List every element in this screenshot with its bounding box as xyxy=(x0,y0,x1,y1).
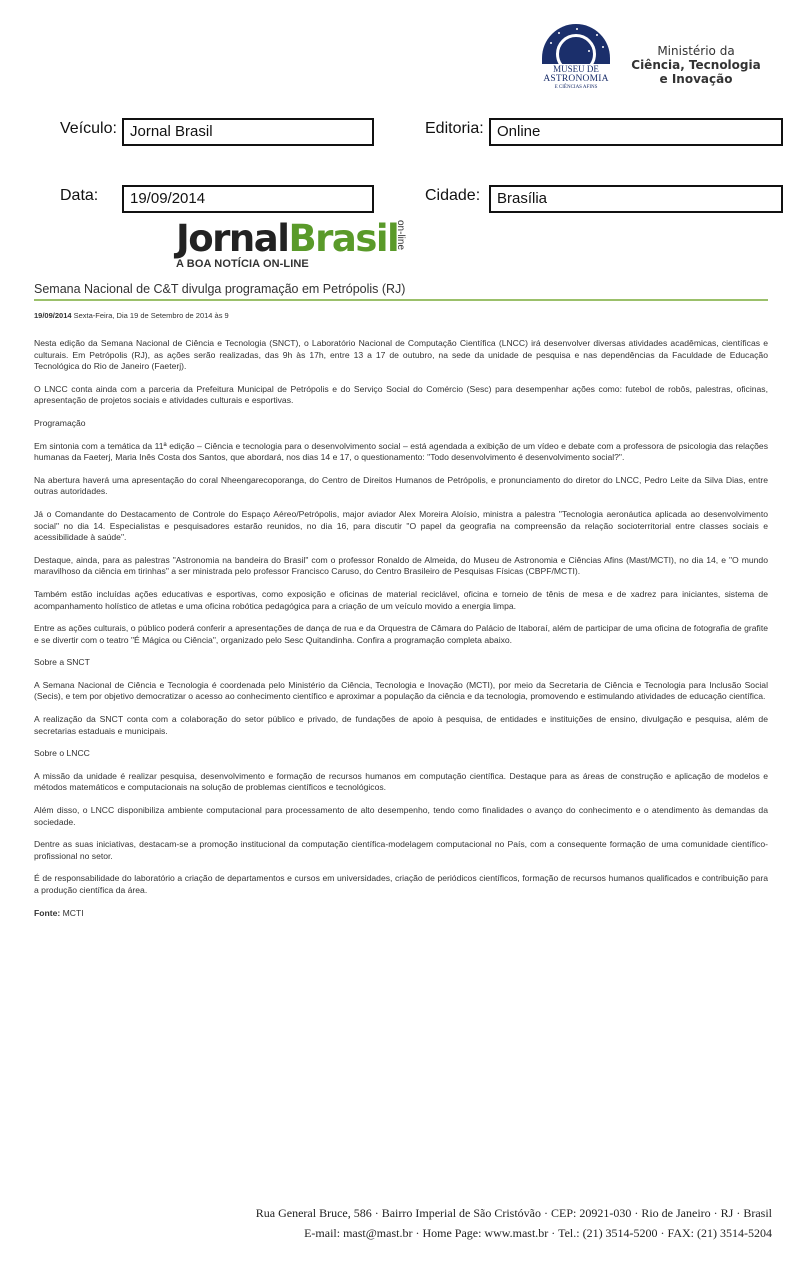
article-paragraph: Além disso, o LNCC disponibiliza ambiente computacional para processamento de alto desempenho, tendo como finalidades o avanço do conhecimento e o atendimento às demandas da sociedade. xyxy=(34,805,768,827)
article-date-detail: Sexta-Feira, Dia 19 de Setembro de 2014 às 9 xyxy=(71,311,229,320)
article-paragraph: É de responsabilidade do laboratório a criação de departamentos e cursos em universidades, criação de periódicos científicos, formação de recursos humanos qualificados e contribuição para a produção científica da área. xyxy=(34,873,768,895)
article-source xyxy=(34,908,768,920)
article-paragraph: Entre as ações culturais, o público poderá conferir a apresentações de dança de rua e da Orquestra de Câmara do Palácio de Itaboraí, além de participar de uma oficina de fotografia de grafite e se divertir com o teatro "É Mágica ou Ciência", organizado pelo Sesc Quitandinha. Confira a programação completa abaixo. xyxy=(34,623,768,645)
article-title: Semana Nacional de C&T divulga programação em Petrópolis (RJ) xyxy=(34,282,406,296)
observatory-dome-icon xyxy=(542,24,610,64)
cidade-label: Cidade: xyxy=(425,187,481,204)
article-date-line xyxy=(34,311,229,320)
article-body xyxy=(34,338,768,919)
article-paragraph: A missão da unidade é realizar pesquisa, desenvolvimento e formação de recursos humanos em computação científica. Destaque para as áreas de construção e aplicação de modelos e métodos matemáticos e computacionais na solução de problemas científicos e tecnológicos. xyxy=(34,770,768,793)
ministry-line2: Ciência, Tecnologia xyxy=(631,58,761,72)
museum-astronomia-logo xyxy=(540,22,612,94)
article-paragraph: A realização da SNCT conta com a colaboração do setor público e privado, de fundações de apoio à pesquisa, de entidades e instituições de ensino, divulgação e pesquisa, além de secretarias estaduais e municipais. xyxy=(34,714,768,736)
logo-name-part2: Brasil xyxy=(288,217,399,260)
article-paragraph: O LNCC conta ainda com a parceria da Prefeitura Municipal de Petrópolis e do Serviço Social do Comércio (Sesc) para desempenhar ações como: futebol de robôs, palestras, oficinas, apresentação de projetos sociais e atividades culturais e esportivas. xyxy=(34,383,768,406)
veiculo-field[interactable]: Jornal Brasil xyxy=(122,118,374,146)
logo-side-text: on-line xyxy=(395,220,406,251)
article-paragraph: A Semana Nacional de Ciência e Tecnologia é coordenada pelo Ministério da Ciência, Tecnologia e Inovação (MCTI), por meio da Secretaria de Ciência e Tecnologia para Inclusão Social (Secis), e tem por objetivo democratizar o acesso ao conhecimento científico e aproximar a população da ciência e da tecnologia, promovendo e estimulando atividades de educação científica. xyxy=(34,679,768,702)
jornal-brasil-logo xyxy=(176,218,436,276)
editoria-label: Editoria: xyxy=(425,120,484,137)
museum-logo-line3: E CIÊNCIAS AFINS xyxy=(554,85,598,90)
logo-tagline: A BOA NOTÍCIA ON-LINE xyxy=(176,258,309,270)
article-paragraph: Também estão incluídas ações educativas e esportivas, como exposição e oficinas de material reciclável, oficina e torneio de tênis de mesa e de xadrez para iniciantes, sistema de acompanhamento holístico de atletas e uma oficina robótica pedagógica para a criação de um veículo movido a energia limpa. xyxy=(34,588,768,611)
cidade-field[interactable]: Brasília xyxy=(489,185,783,213)
logo-name-part1: Jornal xyxy=(176,217,289,260)
museum-logo-line1: MUSEU DE xyxy=(553,64,599,74)
footer-address: Rua General Bruce, 586 · Bairro Imperial de São Cristóvão · CEP: 20921-030 · Rio de Janeiro · RJ · Brasil xyxy=(255,1206,772,1220)
section-heading-sobre-lncc: Sobre o LNCC xyxy=(34,748,90,759)
ministry-line1: Ministério da xyxy=(657,44,735,58)
article-paragraph: Em sintonia com a temática da 11ª edição – Ciência e tecnologia para o desenvolvimento social – está agendada a exibição de um vídeo e debate com a professora de psicologia das relações humanas da Faeterj, Maria Inês Costa dos Santos, que abordará, nos dias 14 e 17, o questionamento: "Todo desenvolvimento é desenvolvimento social?". xyxy=(34,440,768,463)
data-field[interactable]: 19/09/2014 xyxy=(122,185,374,213)
ministry-line3: e Inovação xyxy=(659,72,733,86)
article-paragraph: Já o Comandante do Destacamento de Controle do Espaço Aéreo/Petrópolis, major aviador Alex Moreira Aloísio, ministra a palestra "Tecnologia aeronáutica aplicada ao desenvolvimento social" no dia 14. Especialistas e pesquisadores estarão reunidos, no dia 16, para discutir "O papel da geografia na compreensão da relação socioterritorial entre classes sociais e acessibilidade à saúde". xyxy=(34,508,768,543)
ministry-logo xyxy=(626,44,766,86)
source-value: MCTI xyxy=(60,907,84,918)
section-heading-sobre-snct: Sobre a SNCT xyxy=(34,657,90,668)
article-paragraph: Na abertura haverá uma apresentação do coral Nheengarecoporanga, do Centro de Direitos Humanos de Petrópolis, e pronunciamento do diretor do LNCC, Pedro Leite da Silva Dias, entre outras autoridades. xyxy=(34,474,768,497)
museum-logo-line2: ASTRONOMIA xyxy=(543,74,609,84)
editoria-field[interactable]: Online xyxy=(489,118,783,146)
source-label: Fonte: xyxy=(34,907,61,918)
article-paragraph: Nesta edição da Semana Nacional de Ciência e Tecnologia (SNCT), o Laboratório Nacional de Computação Científica (LNCC) irá desenvolver diversas atividades acadêmicas, científicas e culturais. Em Petrópolis (RJ), as ações serão realizadas, das 9h às 17h, entre 13 a 17 de outubro, na sede da unidade de pesquisa e nas dependências da Faculdade de Educação Tecnológica do Rio de Janeiro (Faeterj). xyxy=(34,338,768,372)
veiculo-label: Veículo: xyxy=(60,120,117,137)
article-paragraph: Dentre as suas iniciativas, destacam-se a promoção institucional da computação científica-modelagem computacional no País, com a consequente formação de uma comunidade científico-profissional no setor. xyxy=(34,839,768,861)
article-date: 19/09/2014 xyxy=(34,311,72,320)
footer-contact: E-mail: mast@mast.br · Home Page: www.mast.br · Tel.: (21) 3514-5200 · FAX: (21) 3514-5204 xyxy=(304,1226,772,1240)
section-heading-programacao: Programação xyxy=(34,417,86,428)
data-label: Data: xyxy=(60,187,99,204)
article-paragraph: Destaque, ainda, para as palestras "Astronomia na bandeira do Brasil" com o professor Ronaldo de Almeida, do Museu de Astronomia e Ciências Afins (Mast/MCTI), no dia 14, e "O mundo maravilhoso da ciência em tirinhas" a ser ministrada pelo professor Francisco Caruso, do Centro Brasileiro de Pesquisas Físicas (CBPF/MCTI). xyxy=(34,554,768,577)
title-divider xyxy=(34,299,768,301)
